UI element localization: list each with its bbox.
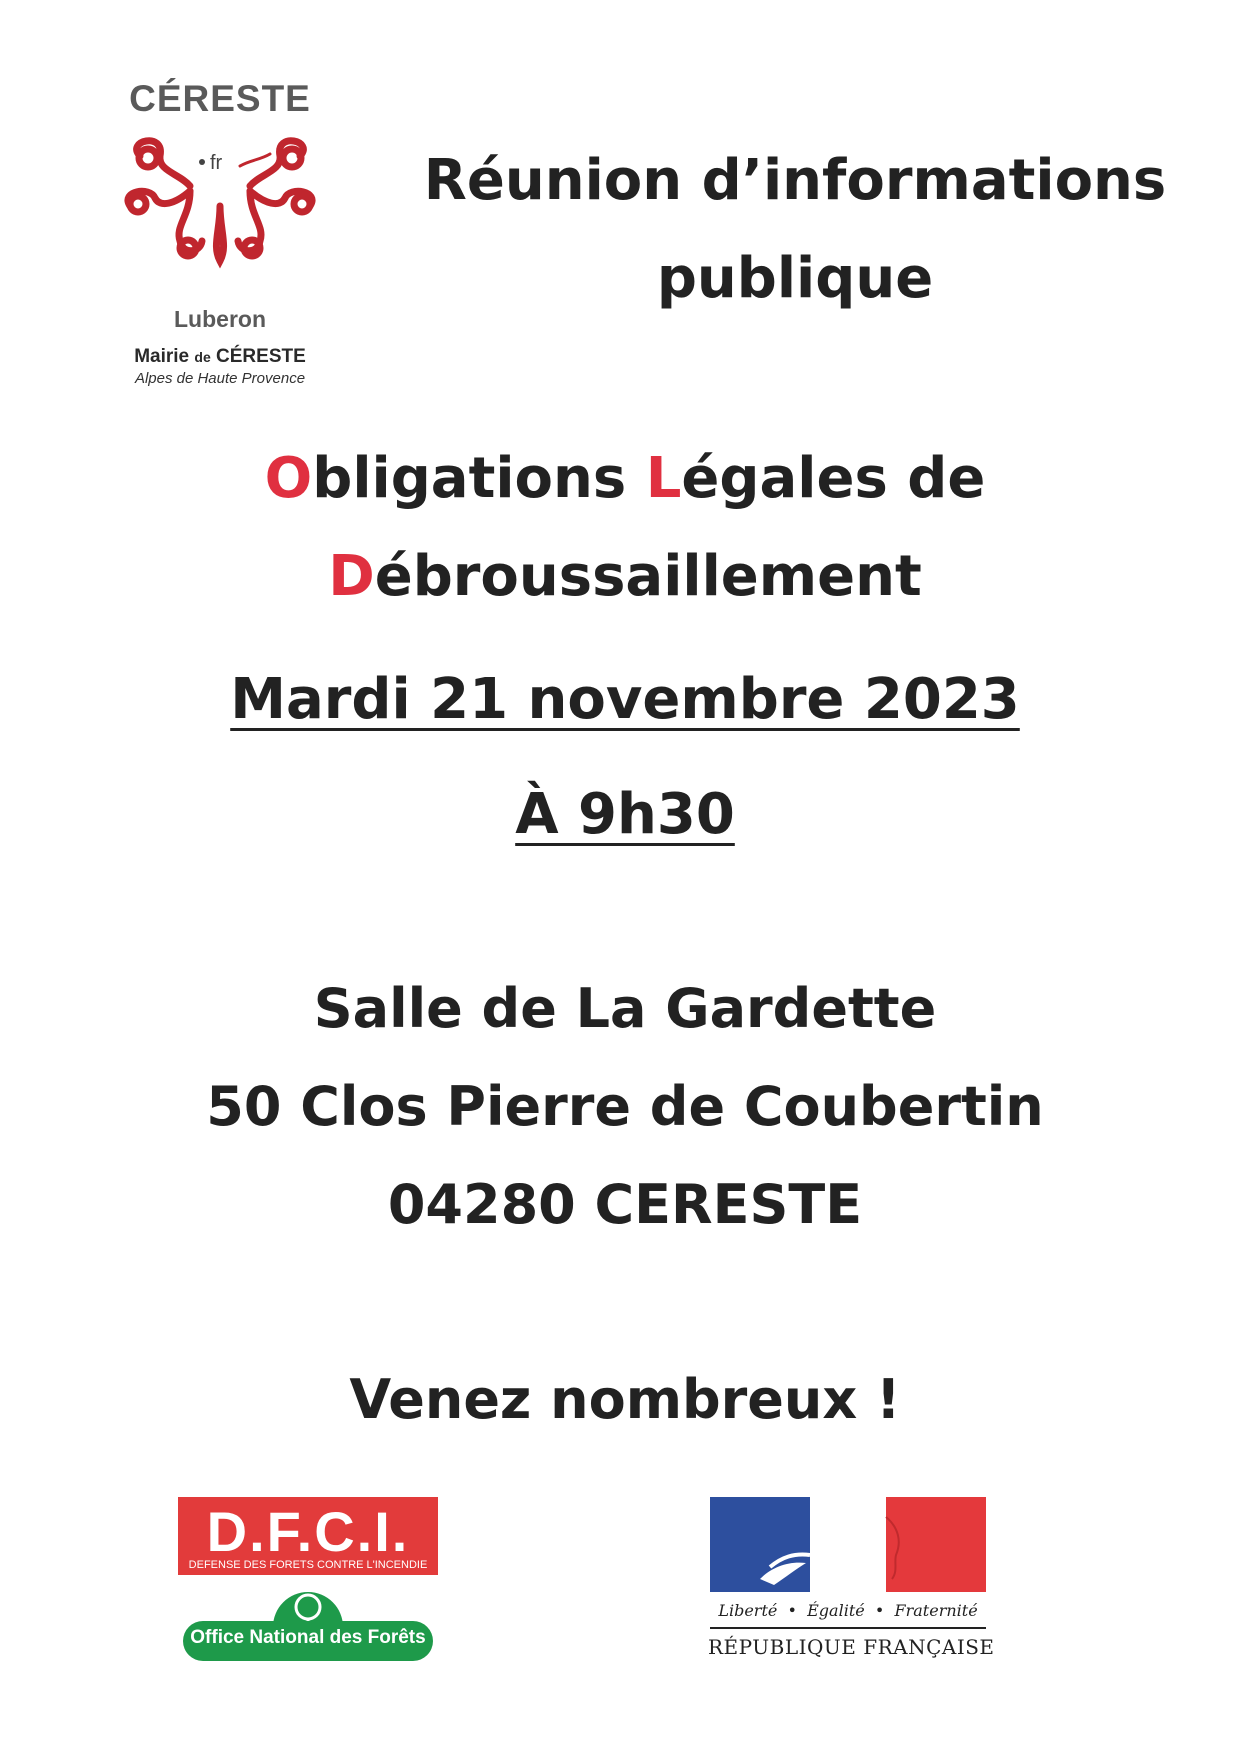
venue-city: 04280 CERESTE: [387, 1173, 863, 1236]
logo-region: Luberon: [174, 306, 266, 332]
logo-mairie-de: de: [194, 349, 211, 365]
motto-fraternite: Fraternité: [894, 1601, 978, 1620]
venue-address: [150, 960, 1100, 1254]
republic-name: RÉPUBLIQUE FRANÇAISE: [708, 1635, 995, 1659]
logo-mairie: [95, 346, 345, 368]
republique-francaise-logo: [708, 1497, 995, 1667]
venue-street: 50 Clos Pierre de Coubertin: [206, 1075, 1044, 1138]
subject-line-1: [150, 430, 1100, 528]
logo-mairie-word: Mairie: [134, 346, 190, 367]
motto-egalite: Égalité: [807, 1601, 865, 1620]
motto-liberte: Liberté: [718, 1601, 778, 1620]
event-time: [150, 775, 1100, 855]
marianne-flag-icon: [710, 1497, 986, 1592]
meeting-subject: [150, 430, 1100, 626]
occitan-cross-icon: [120, 136, 320, 276]
dfci-onf-logo: [178, 1497, 438, 1672]
title-line-1: Réunion d’informations: [423, 148, 1167, 213]
commune-logo: [95, 78, 345, 398]
republic-motto: Liberté • Égalité • Fraternité: [718, 1601, 978, 1620]
event-date: [150, 660, 1100, 740]
title-line-2: publique: [656, 246, 934, 311]
page-title: [400, 132, 1190, 328]
event-date-text: Mardi 21 novembre 2023: [230, 667, 1020, 732]
onf-tree-icon: [268, 1577, 348, 1627]
logo-mairie-town: CÉRESTE: [216, 346, 306, 367]
subject-initial-l: L: [645, 446, 682, 511]
dfci-subtitle: DEFENSE DES FORETS CONTRE L'INCENDIE: [188, 1559, 428, 1571]
subject-word-3: ébroussaillement: [374, 544, 922, 609]
subject-initial-o: O: [264, 446, 313, 511]
subject-word-2: égales de: [681, 446, 986, 511]
venue-name: Salle de La Gardette: [313, 977, 937, 1040]
closing-message: Venez nombreux !: [349, 1368, 901, 1431]
subject-initial-d: D: [328, 544, 375, 609]
subject-line-2: [150, 528, 1100, 626]
event-time-text: À 9h30: [515, 782, 735, 847]
republic-divider: [710, 1627, 986, 1629]
logo-town-name: CÉRESTE: [129, 78, 311, 119]
dfci-letters: D.F.C.I.: [206, 1500, 410, 1563]
subject-word-1: bligations: [312, 446, 627, 511]
logo-department: Alpes de Haute Provence: [134, 370, 306, 387]
logo-domain: fr: [210, 152, 223, 174]
onf-name: Office National des Forêts: [190, 1627, 426, 1648]
